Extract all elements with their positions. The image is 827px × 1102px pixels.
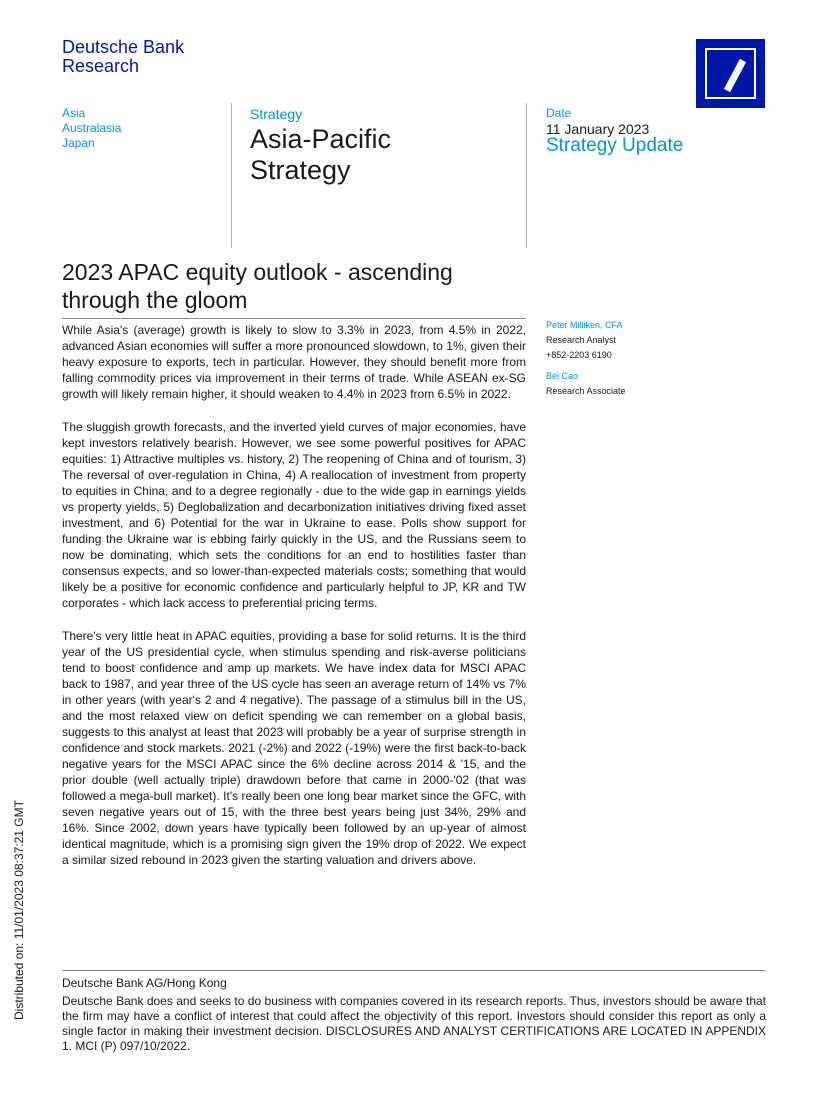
brand-line-2: Research xyxy=(62,56,140,76)
logo-frame xyxy=(705,48,756,99)
paragraph: The sluggish growth forecasts, and the inverted yield curves of major economies, have kept investors relatively bearish. However, we see some powerful positives for APAC equities: 1) Attractive multiples vs. history, 2) The reopening of China and of tourism, 3) The reversal of over-regulation in China, 4) A reallocation of investment from property to equities in China, and to a degree regionally - due to the wide gap in earnings yields vs property yields, 5) Deglobalization and decarbonization initiatives driving fixed asset investment, and 6) Potential for the war in Ukraine to ease. Polls show support for funding the Ukraine war is ebbing fairly quickly in the US, and the Russians seem to now be dominating, which sets the conditions for an end to hostilities faster than consensus expects, and so lower-than-expected materials costs; something that would likely be a positive for economic confidence and particularly helpful to JP, KR and TW corporates - which lack access to preferential pricing terms. xyxy=(62,420,526,610)
brand-name xyxy=(62,38,184,76)
region-item: Australasia xyxy=(62,121,122,135)
divider-left xyxy=(231,103,232,248)
report-type: Strategy Update xyxy=(546,135,684,156)
report-category: Strategy xyxy=(250,106,303,122)
analyst-role: Research Analyst xyxy=(546,335,617,345)
deutsche-bank-logo-icon xyxy=(696,39,765,108)
region-item: Asia xyxy=(62,106,86,120)
distribution-stamp: Distributed on: 11/01/2023 08:37:21 GMT xyxy=(12,800,26,1020)
headline-rule xyxy=(62,318,526,319)
body-text xyxy=(62,322,526,885)
analyst-phone: +852-2203 6190 xyxy=(546,350,612,360)
paragraph: While Asia's (average) growth is likely to slow to 3.3% in 2023, from 4.5% in 2022, advanced Asian economies will suffer a more pronounced slowdown, to 1%, given their heavy exposure to exports, tech in particular. However, they should benefit more from falling commodity prices via improvement in their terms of trade. While ASEAN ex-SG growth will likely remain higher, it should weaken to 4.4% in 2023 from 6.5% in 2022. xyxy=(62,323,526,401)
region-item: Japan xyxy=(62,136,95,150)
date-label: Date xyxy=(546,106,572,120)
analyst-list xyxy=(546,318,626,399)
analyst-name[interactable]: Bei Cao xyxy=(546,371,579,381)
footer-entity: Deutsche Bank AG/Hong Kong xyxy=(62,976,227,990)
report-date: 11 January 2023 xyxy=(546,121,650,137)
report-title xyxy=(250,124,391,186)
paragraph: There's very little heat in APAC equities, providing a base for solid returns. It is the third year of the US presidential cycle, when stimulus spending and risk-averse politicians tend to boost confidence and amp up markets. We have index data for MSCI APAC back to 1987, and year three of the US cycle has seen an average return of 14% vs 7% in other years (with year's 2 and 4 negative). The passage of a stimulus bill in the US, and the most relaxed view on deficit spending we can remember on a global basis, suggests to this analyst at least that 2023 will probably be a year of surprise strength in confidence and stock markets. 2021 (-2%) and 2022 (-19%) were the first back-to-back negative years for the MSCI APAC since the 6% decline across 2014 & '15, and the prior double (well actually triple) drawdown before that came in 2000-'02 (that was followed a mega-bull market). It's really been one long bear market since the GFC, with seven negative years out of 15, with the three best years being just 34%, 29% and 16%. Since 2002, down years have typically been followed by an up-year of almost identical magnitude, which is a promising sign given the 19% drop of 2022. We expect a similar sized rebound in 2023 given the starting valuation and drivers above. xyxy=(62,629,526,867)
analyst-role: Research Associate xyxy=(546,386,626,396)
brand-line-1: Deutsche Bank xyxy=(62,37,185,57)
region-list xyxy=(62,106,121,151)
footer-rule xyxy=(62,970,765,971)
logo-slash xyxy=(724,59,746,92)
report-title-line-1: Asia-Pacific xyxy=(250,124,392,154)
analyst-name[interactable]: Peter Milliken, CFA xyxy=(546,320,623,330)
divider-right xyxy=(526,103,527,248)
footer-disclaimer: Deutsche Bank does and seeks to do business with companies covered in its research reports. Thus, investors should be aware that the firm may have a conflict of interest that could affect the objectivity of this report. Investors should consider this report as only a single factor in making their investment decision. DISCLOSURES AND ANALYST CERTIFICATIONS ARE LOCATED IN APPENDIX 1. MCI (P) 097/10/2022. xyxy=(62,994,766,1053)
report-title-line-2: Strategy xyxy=(250,155,351,185)
headline: 2023 APAC equity outlook - ascending through the gloom xyxy=(62,259,453,313)
